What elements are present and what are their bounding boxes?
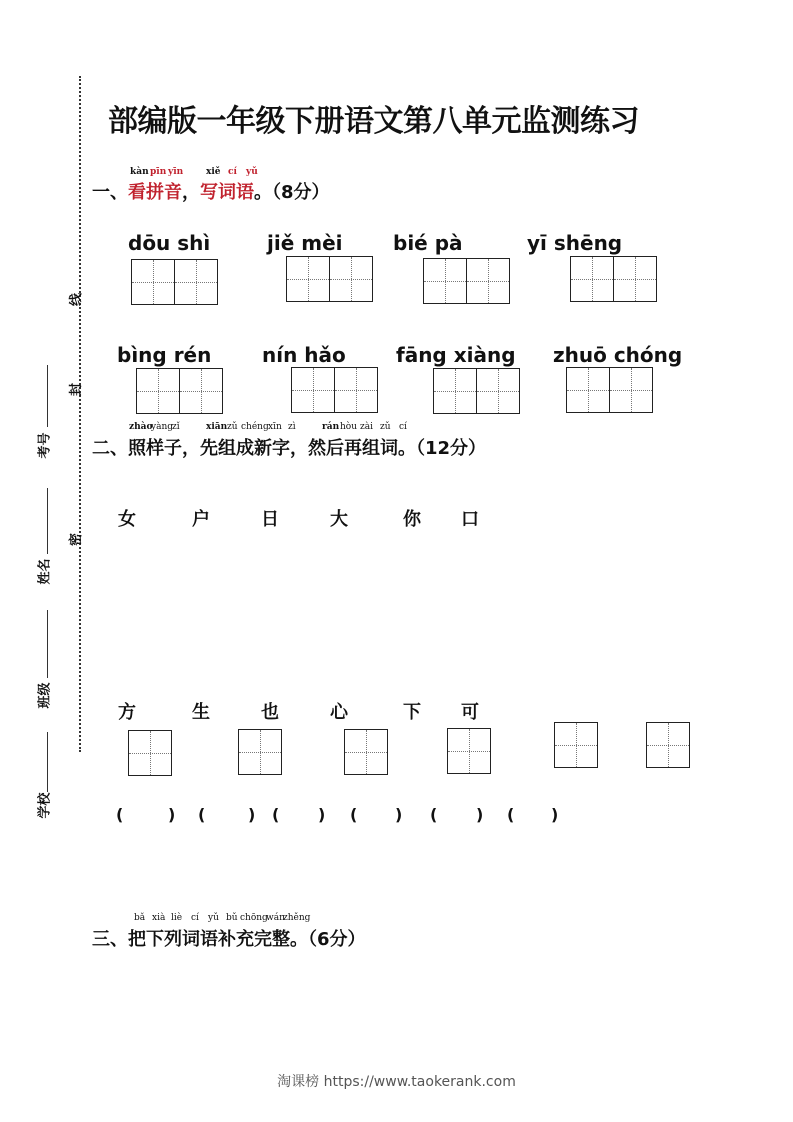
section2-heading: 二、照样子，先组成新字，然后再组词。（12分） — [92, 438, 487, 459]
section2-ruby-zu: zǔ — [227, 422, 238, 432]
section3-ruby-zheng: zhěng — [283, 913, 311, 923]
char-sheng: 生 — [192, 702, 210, 723]
answer-paren-2-open: ( — [198, 805, 206, 824]
answer-paren-2-close: ) — [248, 805, 256, 824]
section3-ruby-xia: xià — [152, 913, 166, 923]
footer-watermark: 淘课榜 https://www.taokerank.com — [277, 1074, 516, 1090]
tianzige-box-4[interactable] — [570, 256, 657, 302]
field-line-xuexiao[interactable] — [47, 732, 48, 792]
tianzige-box-3[interactable] — [423, 258, 510, 304]
single-box-6[interactable] — [646, 722, 690, 768]
char-xia: 下 — [403, 702, 421, 723]
section1-ruby-yin: yīn — [168, 167, 184, 177]
section1-ruby-yu: yǔ — [246, 167, 258, 177]
section1-prefix: 一、 — [92, 182, 128, 203]
answer-paren-6-open: ( — [507, 805, 515, 824]
pinyin-yi-sheng: yī shēng — [527, 231, 623, 255]
tianzige-box-1[interactable] — [131, 259, 218, 305]
section2-ruby-ci: cí — [399, 422, 407, 432]
pinyin-fang-xiang: fāng xiàng — [396, 343, 516, 367]
seal-char-xian: 线 — [69, 292, 85, 307]
section1-comma: ， — [182, 182, 200, 203]
tianzige-box-8[interactable] — [566, 367, 653, 413]
field-line-kaohao[interactable] — [47, 365, 48, 427]
single-box-3[interactable] — [344, 729, 388, 775]
char-nv: 女 — [118, 509, 136, 530]
section3-ruby-ba: bǎ — [134, 913, 146, 923]
pinyin-nin-hao: nín hǎo — [262, 343, 346, 367]
pinyin-dou-shi: dōu shì — [128, 231, 211, 255]
answer-paren-5-open: ( — [430, 805, 438, 824]
binding-dotted-line — [79, 76, 81, 752]
tianzige-box-7[interactable] — [433, 368, 520, 414]
single-box-2[interactable] — [238, 729, 282, 775]
section1-part2: 写词语 — [200, 182, 254, 203]
tianzige-box-2[interactable] — [286, 256, 373, 302]
field-line-xingming[interactable] — [47, 488, 48, 554]
section1-part1: 看拼音 — [128, 182, 182, 203]
section2-ruby-xin: xīn — [268, 422, 282, 432]
char-ye: 也 — [261, 702, 279, 723]
answer-paren-4-close: ) — [395, 805, 403, 824]
answer-paren-1-open: ( — [116, 805, 124, 824]
section2-ruby-xian: xiān — [206, 422, 228, 432]
section1-heading — [92, 178, 330, 204]
char-kou: 口 — [461, 509, 479, 530]
char-ke: 可 — [461, 702, 479, 723]
answer-paren-4-open: ( — [350, 805, 358, 824]
tianzige-box-6[interactable] — [291, 367, 378, 413]
section2-ruby-zu2: zǔ — [380, 422, 391, 432]
char-xin: 心 — [330, 702, 348, 723]
field-label-xingming: 姓名 — [37, 558, 53, 585]
section2-ruby-zi2: zì — [288, 422, 296, 432]
section3-ruby-chong: chōng — [240, 913, 268, 923]
char-fang: 方 — [118, 702, 136, 723]
section2-ruby-zi: zǐ — [172, 422, 180, 432]
section3-heading: 三、把下列词语补充完整。（6分） — [92, 929, 366, 950]
answer-paren-1-close: ) — [168, 805, 176, 824]
section1-suffix: 。（8分） — [254, 182, 330, 203]
page-title: 部编版一年级下册语文第八单元监测练习 — [108, 104, 639, 139]
section1-ruby-ci: cí — [228, 167, 237, 177]
section2-ruby-zai: zài — [360, 422, 373, 432]
single-box-5[interactable] — [554, 722, 598, 768]
section1-ruby-xie: xiě — [206, 167, 221, 177]
field-label-kaohao: 考号 — [37, 432, 53, 459]
section2-ruby-cheng: chéng — [241, 422, 269, 432]
char-ri: 日 — [261, 509, 279, 530]
field-line-banji[interactable] — [47, 610, 48, 678]
section3-ruby-yu: yǔ — [208, 913, 219, 923]
section3-ruby-wan: wán — [266, 913, 285, 923]
tianzige-box-5[interactable] — [136, 368, 223, 414]
char-ni: 你 — [403, 509, 421, 530]
section3-ruby-bu: bǔ — [226, 913, 238, 923]
section2-ruby-hou: hòu — [340, 422, 358, 432]
seal-char-mi: 密 — [69, 532, 85, 547]
section2-ruby-zhao: zhào — [129, 422, 153, 432]
section1-ruby-kan: kàn — [130, 167, 149, 177]
section2-ruby-ran: rán — [322, 422, 340, 432]
answer-paren-3-open: ( — [272, 805, 280, 824]
section1-ruby-pin: pīn — [150, 167, 167, 177]
single-box-4[interactable] — [447, 728, 491, 774]
pinyin-jie-mei: jiě mèi — [267, 231, 343, 255]
section3-ruby-ci: cí — [191, 913, 199, 923]
field-label-banji: 班级 — [37, 682, 53, 709]
char-da: 大 — [330, 509, 348, 530]
answer-paren-6-close: ) — [551, 805, 559, 824]
field-label-xuexiao: 学校 — [37, 792, 53, 819]
char-hu: 户 — [192, 509, 210, 530]
answer-paren-5-close: ) — [476, 805, 484, 824]
section3-ruby-lie: liè — [171, 913, 183, 923]
section2-ruby-yang: yàng — [151, 422, 174, 432]
answer-paren-3-close: ) — [318, 805, 326, 824]
seal-char-feng: 封 — [69, 382, 85, 397]
pinyin-bing-ren: bìng rén — [117, 343, 212, 367]
single-box-1[interactable] — [128, 730, 172, 776]
pinyin-zhuo-chong: zhuō chóng — [553, 343, 683, 367]
pinyin-bie-pa: bié pà — [393, 231, 463, 255]
